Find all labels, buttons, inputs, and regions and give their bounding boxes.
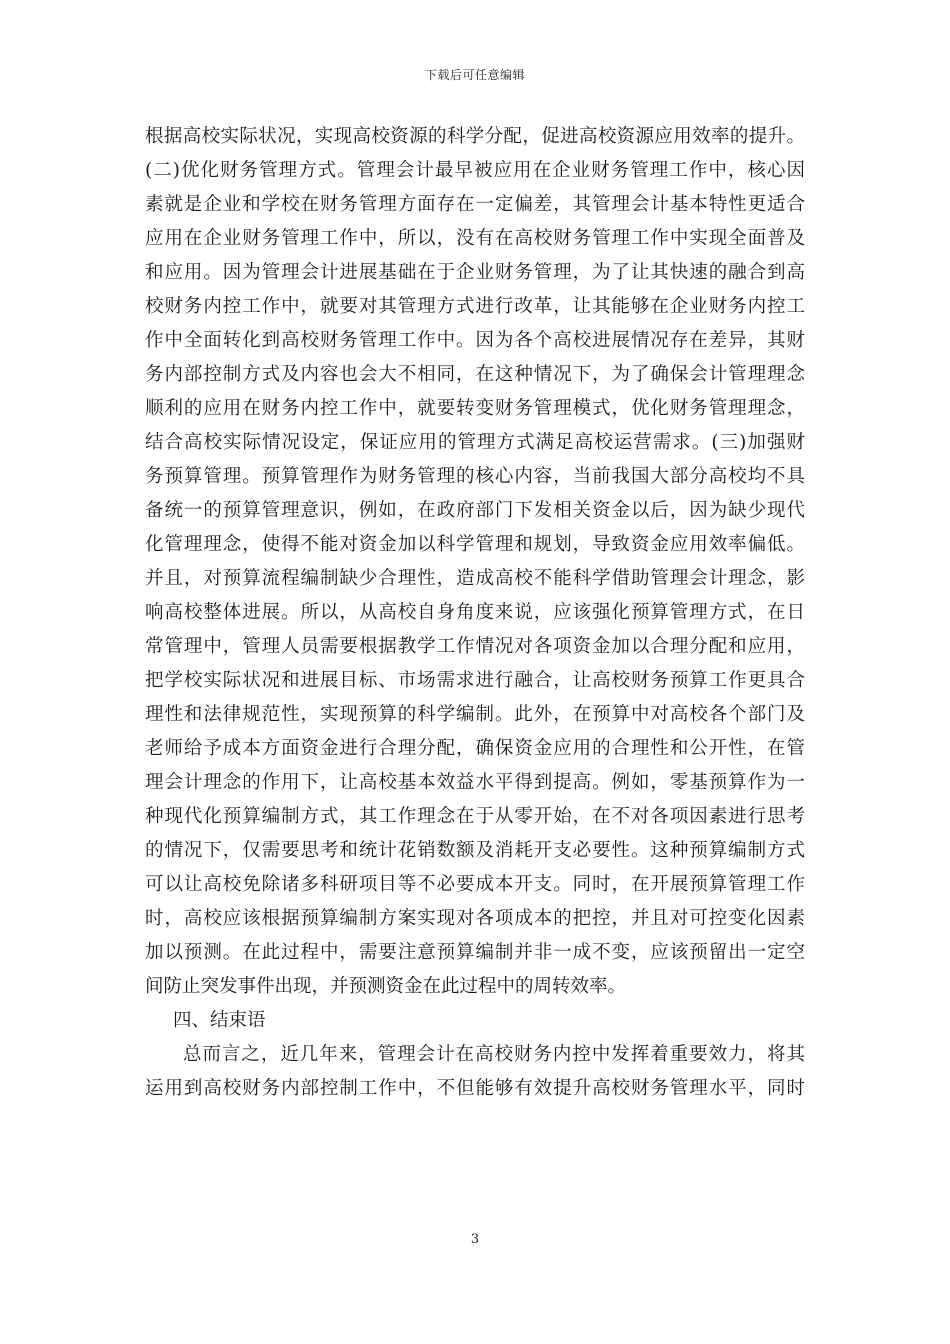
text-line: 务内部控制方式及内容也会大不相同，在这种情况下，为了确保会计管理理念 xyxy=(145,364,805,385)
text-line: 应用在企业财务管理工作中，所以，没有在高校财务管理工作中实现全面普及 xyxy=(145,228,805,249)
text-line: 结合高校实际情况设定，保证应用的管理方式满足高校运营需求。(三)加强财 xyxy=(145,432,805,453)
text-line: 理会计理念的作用下，让高校基本效益水平得到提高。例如，零基预算作为一 xyxy=(145,772,805,793)
text-line: 理性和法律规范性，实现预算的科学编制。此外，在预算中对高校各个部门及 xyxy=(145,704,805,725)
text-line: 备统一的预算管理意识，例如，在政府部门下发相关资金以后，因为缺少现代 xyxy=(145,500,805,521)
text-line: 把学校实际状况和进展目标、市场需求进行融合，让高校财务预算工作更具合 xyxy=(145,670,805,691)
text-line: (二)优化财务管理方式。管理会计最早被应用在企业财务管理工作中，核心因 xyxy=(145,160,805,181)
text-line: 总而言之，近几年来，管理会计在高校财务内控中发挥着重要效力，将其 xyxy=(183,1044,805,1065)
text-line: 响高校整体进展。所以，从高校自身角度来说，应该强化预算管理方式，在日 xyxy=(145,602,805,623)
text-line: 的情况下，仅需要思考和统计花销数额及消耗开支必要性。这种预算编制方式 xyxy=(145,840,805,861)
text-line: 并且，对预算流程编制缺少合理性，造成高校不能科学借助管理会计理念，影 xyxy=(145,568,805,589)
text-line: 素就是企业和学校在财务管理方面存在一定偏差，其管理会计基本特性更适合 xyxy=(145,194,805,215)
paragraph-conclusion xyxy=(145,1038,805,1106)
text-line: 间防止突发事件出现，并预测资金在此过程中的周转效率。 xyxy=(145,976,627,997)
section-heading-conclusion: 四、结束语 xyxy=(173,1010,266,1031)
paragraph-financial-management xyxy=(145,120,805,1004)
text-line: 化管理理念，使得不能对资金加以科学管理和规划，导致资金应用效率偏低。 xyxy=(145,534,805,555)
text-line: 根据高校实际状况，实现高校资源的科学分配，促进高校资源应用效率的提升。 xyxy=(145,126,805,147)
text-line: 校财务内控工作中，就要对其管理方式进行改革，让其能够在企业财务内控工 xyxy=(145,296,805,317)
text-line: 和应用。因为管理会计进展基础在于企业财务管理，为了让其快速的融合到高 xyxy=(145,262,805,283)
page-header: 下载后可任意编辑 xyxy=(424,68,525,82)
text-line: 加以预测。在此过程中，需要注意预算编制并非一成不变，应该预留出一定空 xyxy=(145,942,805,963)
text-line: 种现代化预算编制方式，其工作理念在于从零开始，在不对各项因素进行思考 xyxy=(145,806,805,827)
text-line: 务预算管理。预算管理作为财务管理的核心内容，当前我国大部分高校均不具 xyxy=(145,466,805,487)
page-number: 3 xyxy=(470,1232,480,1247)
text-line: 运用到高校财务内部控制工作中，不但能够有效提升高校财务管理水平，同时 xyxy=(145,1078,805,1099)
text-line: 常管理中，管理人员需要根据教学工作情况对各项资金加以合理分配和应用， xyxy=(145,636,805,657)
text-line: 顺利的应用在财务内控工作中，就要转变财务管理模式，优化财务管理理念， xyxy=(145,398,805,419)
document-body xyxy=(145,120,805,1106)
text-line: 可以让高校免除诸多科研项目等不必要成本开支。同时，在开展预算管理工作 xyxy=(145,874,805,895)
text-line: 作中全面转化到高校财务管理工作中。因为各个高校进展情况存在差异，其财 xyxy=(145,330,805,351)
text-line: 时，高校应该根据预算编制方案实现对各项成本的把控，并且对可控变化因素 xyxy=(145,908,805,929)
text-line: 老师给予成本方面资金进行合理分配，确保资金应用的合理性和公开性，在管 xyxy=(145,738,805,759)
